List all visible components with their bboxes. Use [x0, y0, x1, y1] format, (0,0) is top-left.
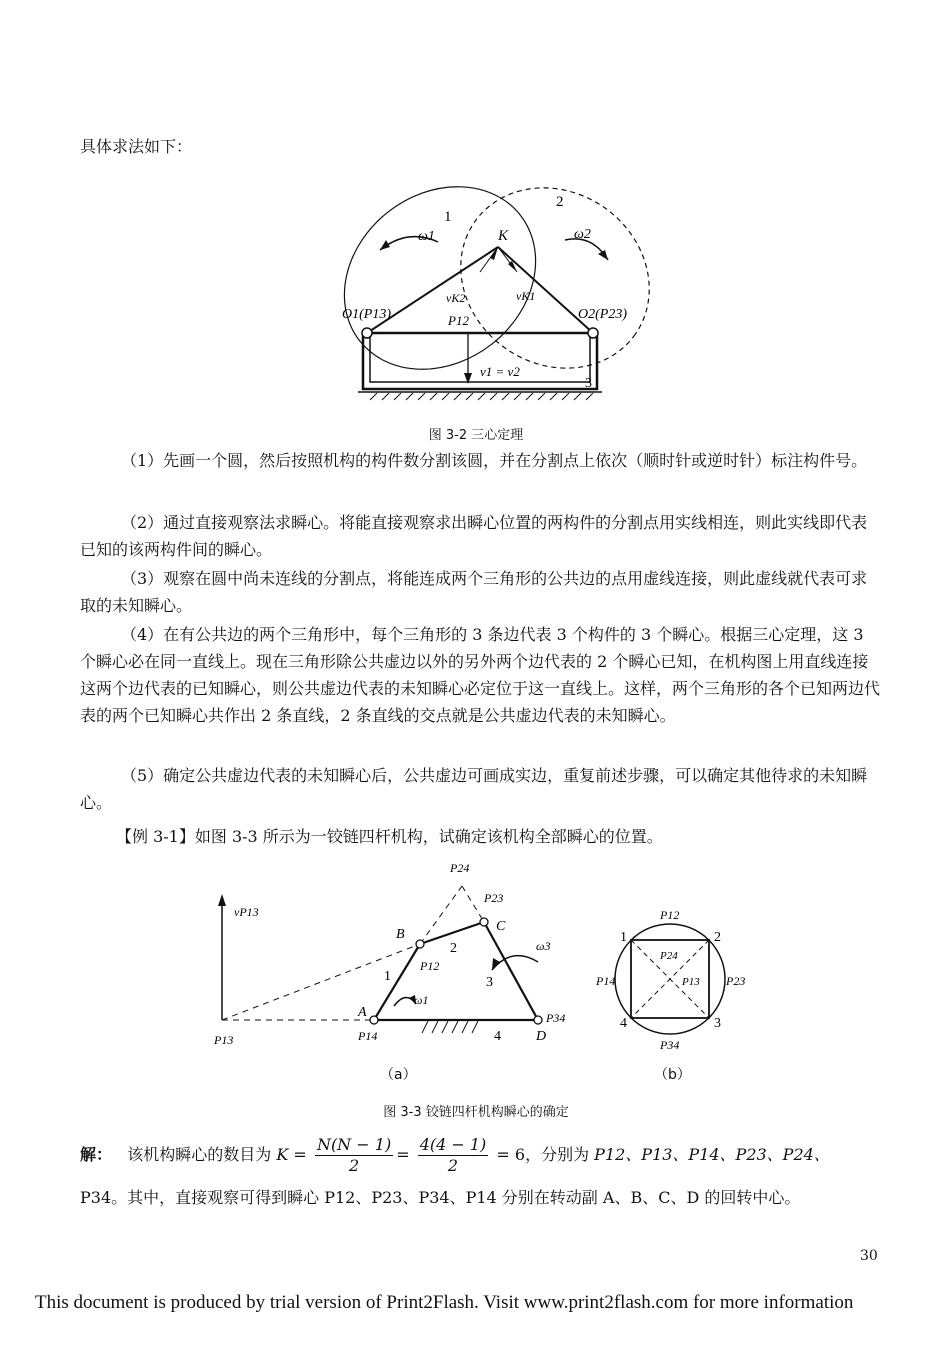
step-2: （2）通过直接观察法求瞬心。将能直接观察求出瞬心位置的两构件的分割点用实线相连，则此实线即代表已知的该两构件间的瞬心。	[80, 513, 868, 559]
pivot-o1	[362, 328, 372, 338]
label-p34-b: P34	[660, 1038, 680, 1052]
pivot-b	[416, 940, 424, 948]
label-n1: 1	[620, 930, 627, 945]
label-p14-b: P14	[596, 974, 616, 988]
label-omega2: ω2	[574, 227, 591, 242]
fraction-2: $\frac{4(4 - 1)}{2}$	[419, 1135, 487, 1175]
figure-four-bar-b	[590, 895, 760, 1055]
step-3: （3）观察在圆中尚未连线的分割点，将能连成两个三角形的公共边的点用虚线连接，则此虚线就代表可求取的未知瞬心。	[80, 569, 868, 615]
pivot-d	[534, 1016, 542, 1024]
label-link4-a: 4	[494, 1029, 501, 1044]
frame-link3	[363, 333, 597, 389]
label-v1v2: v1 = v2	[480, 364, 520, 379]
solution-label: 解：	[80, 1145, 113, 1164]
ground-hatch	[370, 393, 593, 400]
figure-four-bar-a	[200, 858, 570, 1058]
trial-footer: This document is produced by trial version of Print2Flash. Visit www.print2flash.com for more information	[35, 1292, 854, 1313]
page-number: 30	[860, 1248, 878, 1264]
fraction-1: $\frac{N(N - 1)}{2}$	[316, 1135, 392, 1175]
label-vp13: vP13	[234, 905, 259, 919]
label-p24-a: P24	[450, 861, 470, 875]
link-ab	[374, 944, 420, 1020]
figure2-caption: 图 3-3 铰链四杆机构瞬心的确定	[383, 1105, 569, 1120]
label-p14-a: P14	[358, 1029, 378, 1043]
label-n2: 2	[714, 930, 721, 945]
label-n4: 4	[620, 1016, 627, 1031]
label-p24-b: P24	[660, 950, 678, 962]
label-p12-a: P12	[420, 959, 440, 973]
label-omega1-a: ω1	[414, 993, 429, 1007]
solution-line2: P34。其中，直接观察可得到瞬心 P12、P23、P34、P14 分别在转动副 A、B、C、D 的回转中心。	[80, 1188, 801, 1207]
label-a: A	[358, 1005, 367, 1020]
solution-list: P12、P13、P14、P23、P24、	[594, 1145, 830, 1164]
label-o2: O2(P23)	[578, 307, 627, 322]
intro-text: 具体求法如下：	[80, 137, 193, 156]
step-5: （5）确定公共虚边代表的未知瞬心后，公共虚边可画成实边，重复前述步骤，可以确定其他待求的未知瞬心。	[80, 766, 868, 812]
example-text: 【例 3-1】如图 3-3 所示为一铰链四杆机构，试确定该机构全部瞬心的位置。	[116, 827, 663, 846]
dash-p24-c	[462, 886, 484, 922]
step-4: （4）在有公共边的两个三角形中，每个三角形的 3 条边代表 3 个构件的 3 个瞬心。根据三心定理，这 3 个瞬心必在同一直线上。现在三角形除公共虚边以外的另外两个边代表的 2 个瞬心已知，在机构图上用直线连接这两个边代表的已知瞬心，则公共虚边代表的未知瞬心必定位于这一直线上。这样，两个三角形的各个已知两边代表的两个已知瞬心共作出 2 条直线，2 条直线的交点就是公共虚边代表的未知瞬心。	[80, 625, 881, 725]
pivot-o2	[588, 328, 598, 338]
pivot-a	[370, 1016, 378, 1024]
link-cd	[484, 922, 538, 1020]
figure1-caption: 图 3-2 三心定理	[428, 428, 524, 443]
label-d: D	[536, 1029, 547, 1044]
ellipse-link1	[330, 160, 572, 407]
label-link3-a: 3	[486, 975, 493, 990]
label-p13-b: P13	[682, 976, 700, 988]
label-k: K	[498, 228, 509, 244]
pivot-c	[480, 918, 488, 926]
arrow-omega2	[565, 239, 608, 260]
solution-k: K =	[276, 1145, 307, 1164]
solution-text: 该机构瞬心的数目为	[127, 1145, 272, 1164]
step-1: （1）先画一个圆，然后按照机构的构件数分割该圆，并在分割点上依次（顺时针或逆时针）标注构件号。	[121, 451, 868, 470]
label-c: C	[496, 919, 506, 934]
dash-b-p24	[420, 886, 462, 944]
label-p23-a: P23	[484, 891, 504, 905]
label-p34-a: P34	[546, 1011, 566, 1025]
label-link1: 1	[444, 209, 452, 225]
label-link2: 2	[556, 194, 564, 210]
label-link1-a: 1	[384, 969, 391, 984]
label-b: B	[396, 927, 405, 942]
label-p23-b: P23	[726, 974, 746, 988]
label-p12: P12	[448, 313, 469, 328]
label-vk1: vK1	[516, 289, 536, 303]
label-n3: 3	[714, 1016, 721, 1031]
label-o1: O1(P13)	[342, 307, 391, 322]
subcaption-b: （b）	[654, 1067, 691, 1083]
figure-three-centers	[330, 160, 650, 420]
label-p12-b: P12	[660, 908, 680, 922]
subcaption-a: （a）	[380, 1067, 417, 1083]
label-vk2: vK2	[446, 291, 466, 305]
label-omega3: ω3	[536, 939, 551, 953]
label-link2-a: 2	[450, 941, 457, 956]
label-link3: 3	[585, 376, 592, 391]
solution-formula: 解： 该机构瞬心的数目为 K = $\frac{N(N - 1)}{2}$ = $\frac{4(4 - 1)}{2}$ = 6，分别为 P12、P13、P14、P23、P24、	[80, 1135, 830, 1175]
label-p13-a: P13	[214, 1033, 234, 1047]
ground-hatch-a	[422, 1021, 478, 1033]
label-omega1: ω1	[418, 229, 435, 244]
solution-result: = 6，分别为	[496, 1145, 590, 1164]
